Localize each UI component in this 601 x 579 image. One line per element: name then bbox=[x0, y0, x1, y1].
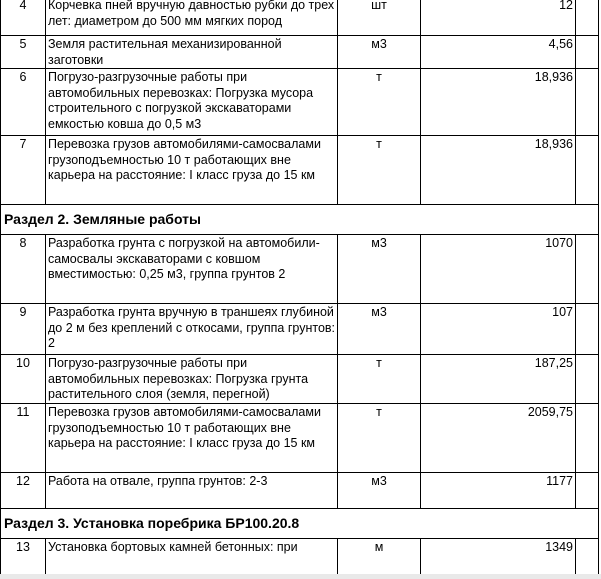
empty-cell[interactable] bbox=[576, 136, 599, 205]
empty-cell[interactable] bbox=[576, 36, 599, 69]
empty-cell[interactable] bbox=[576, 304, 599, 355]
row-number-cell[interactable]: 9 bbox=[1, 304, 46, 355]
empty-cell[interactable] bbox=[576, 69, 599, 136]
table-row bbox=[1, 539, 599, 579]
row-number-cell[interactable]: 13 bbox=[1, 539, 46, 579]
empty-cell[interactable] bbox=[576, 235, 599, 304]
row-number-cell[interactable]: 6 bbox=[1, 69, 46, 136]
unit-cell[interactable]: т bbox=[338, 404, 421, 473]
empty-cell[interactable] bbox=[576, 473, 599, 509]
empty-cell[interactable] bbox=[576, 539, 599, 579]
empty-cell[interactable] bbox=[576, 0, 599, 36]
row-number-cell[interactable]: 12 bbox=[1, 473, 46, 509]
work-name-cell[interactable]: Перевозка грузов автомобилями-самосвалами грузоподъемностью 10 т работающих вне карьера на расстояние: I класс груза до 15 км bbox=[46, 136, 338, 205]
empty-cell[interactable] bbox=[576, 355, 599, 404]
work-name-cell[interactable]: Перевозка грузов автомобилями-самосвалами грузоподъемностью 10 т работающих вне карьера на расстояние: I класс груза до 15 км bbox=[46, 404, 338, 473]
quantity-cell[interactable]: 4,56 bbox=[421, 36, 576, 69]
empty-cell[interactable] bbox=[576, 404, 599, 473]
unit-cell[interactable]: т bbox=[338, 136, 421, 205]
work-name-cell[interactable]: Разработка грунта вручную в траншеях глубиной до 2 м без креплений с откосами, группа грунтов: 2 bbox=[46, 304, 338, 355]
table-row bbox=[1, 36, 599, 69]
unit-cell[interactable]: м3 bbox=[338, 304, 421, 355]
row-number-cell[interactable]: 5 bbox=[1, 36, 46, 69]
quantity-cell[interactable]: 2059,75 bbox=[421, 404, 576, 473]
quantity-cell[interactable]: 1177 bbox=[421, 473, 576, 509]
table-row bbox=[1, 0, 599, 36]
section-title-cell[interactable]: Раздел 3. Установка поребрика БР100.20.8 bbox=[1, 509, 599, 539]
section-row bbox=[1, 509, 599, 539]
table-row bbox=[1, 473, 599, 509]
unit-cell[interactable]: шт bbox=[338, 0, 421, 36]
row-number-cell[interactable]: 4 bbox=[1, 0, 46, 36]
table-row bbox=[1, 404, 599, 473]
table-row bbox=[1, 69, 599, 136]
table-row bbox=[1, 355, 599, 404]
unit-cell[interactable]: м3 bbox=[338, 473, 421, 509]
work-name-cell[interactable]: Установка бортовых камней бетонных: при bbox=[46, 539, 338, 579]
section-title-cell[interactable]: Раздел 2. Земляные работы bbox=[1, 205, 599, 235]
work-name-cell[interactable]: Погрузо-разгрузочные работы при автомобильных перевозках: Погрузка мусора строительного с погрузкой экскаваторами емкостью ковша до 0,5 м3 bbox=[46, 69, 338, 136]
quantity-cell[interactable]: 18,936 bbox=[421, 136, 576, 205]
work-name-cell[interactable]: Корчевка пней вручную давностью рубки до трех лет: диаметром до 500 мм мягких пород bbox=[46, 0, 338, 36]
table-row bbox=[1, 304, 599, 355]
work-name-cell[interactable]: Работа на отвале, группа грунтов: 2-3 bbox=[46, 473, 338, 509]
quantity-cell[interactable]: 18,936 bbox=[421, 69, 576, 136]
quantity-cell[interactable]: 1349 bbox=[421, 539, 576, 579]
row-number-cell[interactable]: 10 bbox=[1, 355, 46, 404]
quantity-cell[interactable]: 1070 bbox=[421, 235, 576, 304]
quantity-cell[interactable]: 187,25 bbox=[421, 355, 576, 404]
work-name-cell[interactable]: Разработка грунта с погрузкой на автомобили-самосвалы экскаваторами с ковшом вместимостью: 0,25 м3, группа грунтов 2 bbox=[46, 235, 338, 304]
unit-cell[interactable]: м3 bbox=[338, 36, 421, 69]
unit-cell[interactable]: м bbox=[338, 539, 421, 579]
section-row bbox=[1, 205, 599, 235]
work-name-cell[interactable]: Погрузо-разгрузочные работы при автомобильных перевозках: Погрузка грунта растительного слоя (земля, перегной) bbox=[46, 355, 338, 404]
table-row bbox=[1, 235, 599, 304]
bottom-edge-strip bbox=[0, 574, 601, 579]
table-row bbox=[1, 136, 599, 205]
work-name-cell[interactable]: Земля растительная механизированной заготовки bbox=[46, 36, 338, 69]
row-number-cell[interactable]: 8 bbox=[1, 235, 46, 304]
unit-cell[interactable]: м3 bbox=[338, 235, 421, 304]
quantity-cell[interactable]: 12 bbox=[421, 0, 576, 36]
unit-cell[interactable]: т bbox=[338, 69, 421, 136]
unit-cell[interactable]: т bbox=[338, 355, 421, 404]
row-number-cell[interactable]: 7 bbox=[1, 136, 46, 205]
quantity-cell[interactable]: 107 bbox=[421, 304, 576, 355]
row-number-cell[interactable]: 11 bbox=[1, 404, 46, 473]
